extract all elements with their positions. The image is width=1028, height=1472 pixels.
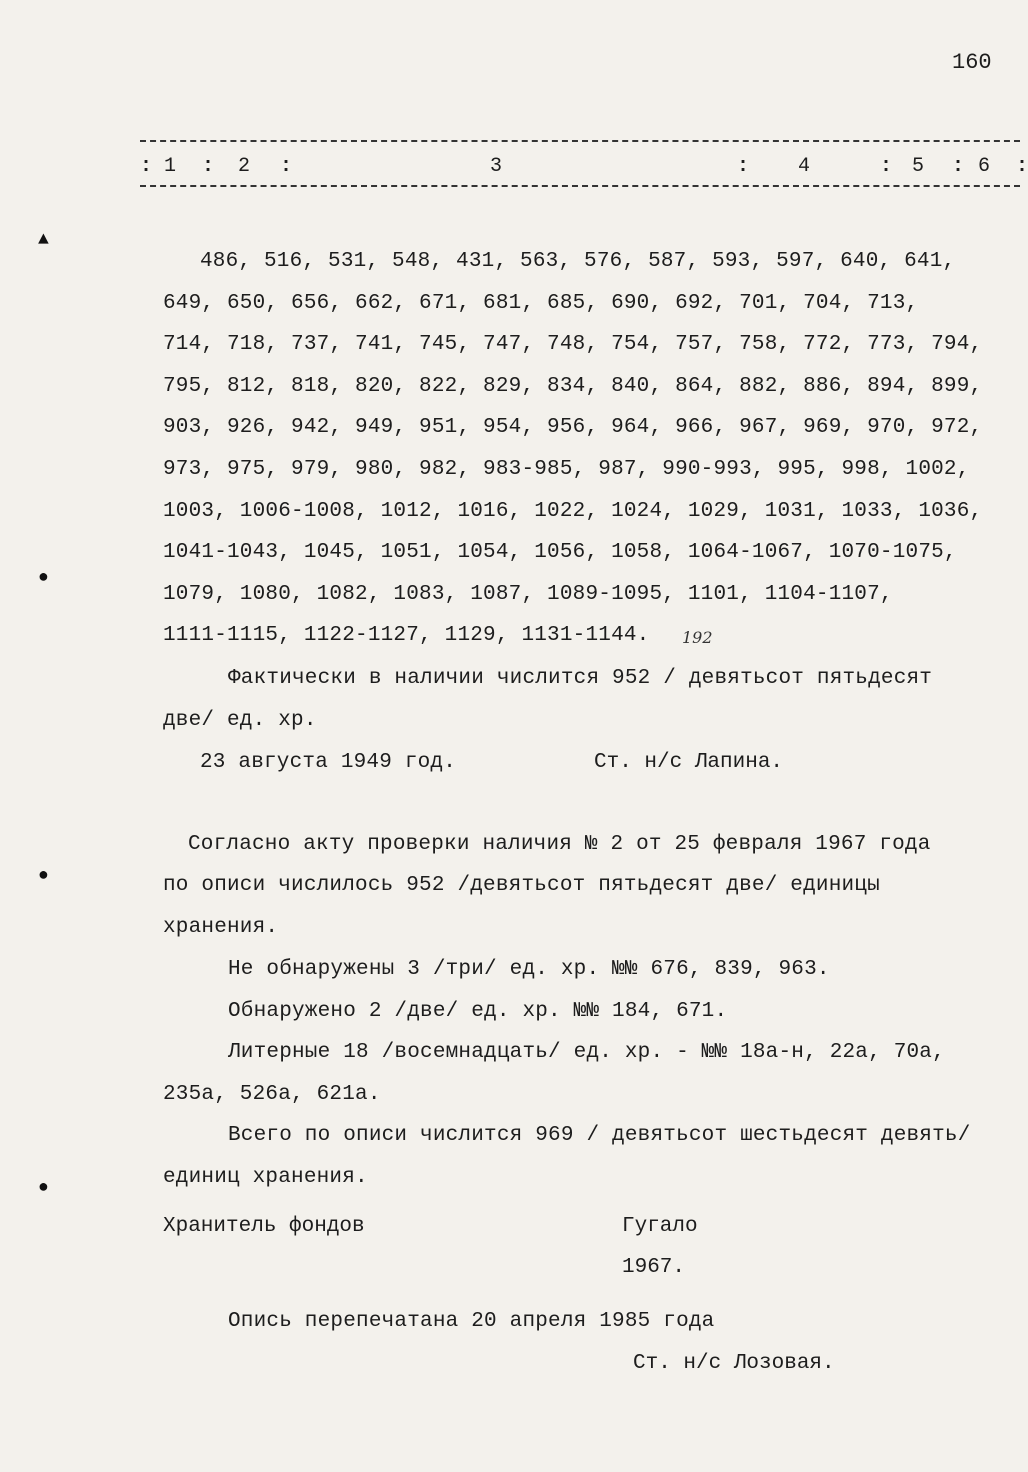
numbers-line: 1041-1043, 1045, 1051, 1054, 1056, 1058, 1064-1067, 1070-1075,	[163, 541, 957, 564]
total-line: Всего по описи числится 969 / девятьсот шестьдесят девять/	[228, 1124, 971, 1147]
not-found-line: Не обнаружены 3 /три/ ед. хр. №№ 676, 839, 963.	[228, 958, 830, 981]
column-1: 1	[164, 155, 177, 178]
summary-date: 23 августа 1949 год.	[200, 751, 457, 774]
retyped-line: Опись перепечатана 20 апреля 1985 года	[228, 1310, 715, 1333]
handwritten-count: 192	[682, 628, 713, 647]
numbers-line: 714, 718, 737, 741, 745, 747, 748, 754, 757, 758, 772, 773, 794,	[163, 333, 983, 356]
column-2: 2	[238, 155, 251, 178]
keeper-title: Хранитель фондов	[163, 1215, 365, 1238]
summary-line: две/ ед. хр.	[163, 709, 317, 732]
numbers-line: 903, 926, 942, 949, 951, 954, 956, 964, 966, 967, 969, 970, 972,	[163, 416, 983, 439]
check-line: Согласно акту проверки наличия № 2 от 25 февраля 1967 года	[188, 833, 931, 856]
literal-line: 235а, 526а, 621а.	[163, 1083, 381, 1106]
found-line: Обнаружено 2 /две/ ед. хр. №№ 184, 671.	[228, 1000, 728, 1023]
keeper-year: 1967.	[622, 1256, 686, 1279]
numbers-line: 649, 650, 656, 662, 671, 681, 685, 690, 692, 701, 704, 713,	[163, 292, 919, 315]
numbers-line: 1079, 1080, 1082, 1083, 1087, 1089-1095, 1101, 1104-1107,	[163, 583, 893, 606]
header-top-rule	[140, 140, 1020, 142]
binding-hole-mark: ▲	[38, 230, 49, 250]
page-number: 160	[952, 50, 992, 75]
numbers-line: 1111-1115, 1122-1127, 1129, 1131-1144.	[163, 624, 650, 647]
keeper-name: Гугало	[622, 1215, 698, 1238]
column-header: : 1 : 2 : 3 : 4 : 5 : 6 :	[140, 155, 1028, 178]
total-line: единиц хранения.	[163, 1166, 368, 1189]
check-line: хранения.	[163, 916, 279, 939]
binding-hole-mark: ●	[38, 866, 49, 886]
numbers-line: 486, 516, 531, 548, 431, 563, 576, 587, 593, 597, 640, 641,	[200, 250, 956, 273]
numbers-line: 973, 975, 979, 980, 982, 983-985, 987, 990-993, 995, 998, 1002,	[163, 458, 970, 481]
retyped-signer: Ст. н/с Лозовая.	[633, 1352, 835, 1375]
literal-line: Литерные 18 /восемнадцать/ ед. хр. - №№ 18а-н, 22а, 70а,	[228, 1041, 945, 1064]
numbers-line: 1003, 1006-1008, 1012, 1016, 1022, 1024, 1029, 1031, 1033, 1036,	[163, 500, 983, 523]
column-3: 3	[490, 155, 503, 178]
column-6: 6	[978, 155, 991, 178]
check-line: по описи числилось 952 /девятьсот пятьдесят две/ единицы	[163, 874, 880, 897]
summary-line: Фактически в наличии числится 952 / девятьсот пятьдесят	[228, 667, 933, 690]
header-bottom-rule	[140, 185, 1020, 187]
numbers-line: 795, 812, 818, 820, 822, 829, 834, 840, 864, 882, 886, 894, 899,	[163, 375, 983, 398]
binding-hole-mark: ●	[38, 1178, 49, 1198]
column-5: 5	[912, 155, 925, 178]
binding-hole-mark: ●	[38, 568, 49, 588]
column-4: 4	[798, 155, 811, 178]
summary-signer: Ст. н/с Лапина.	[594, 751, 784, 774]
